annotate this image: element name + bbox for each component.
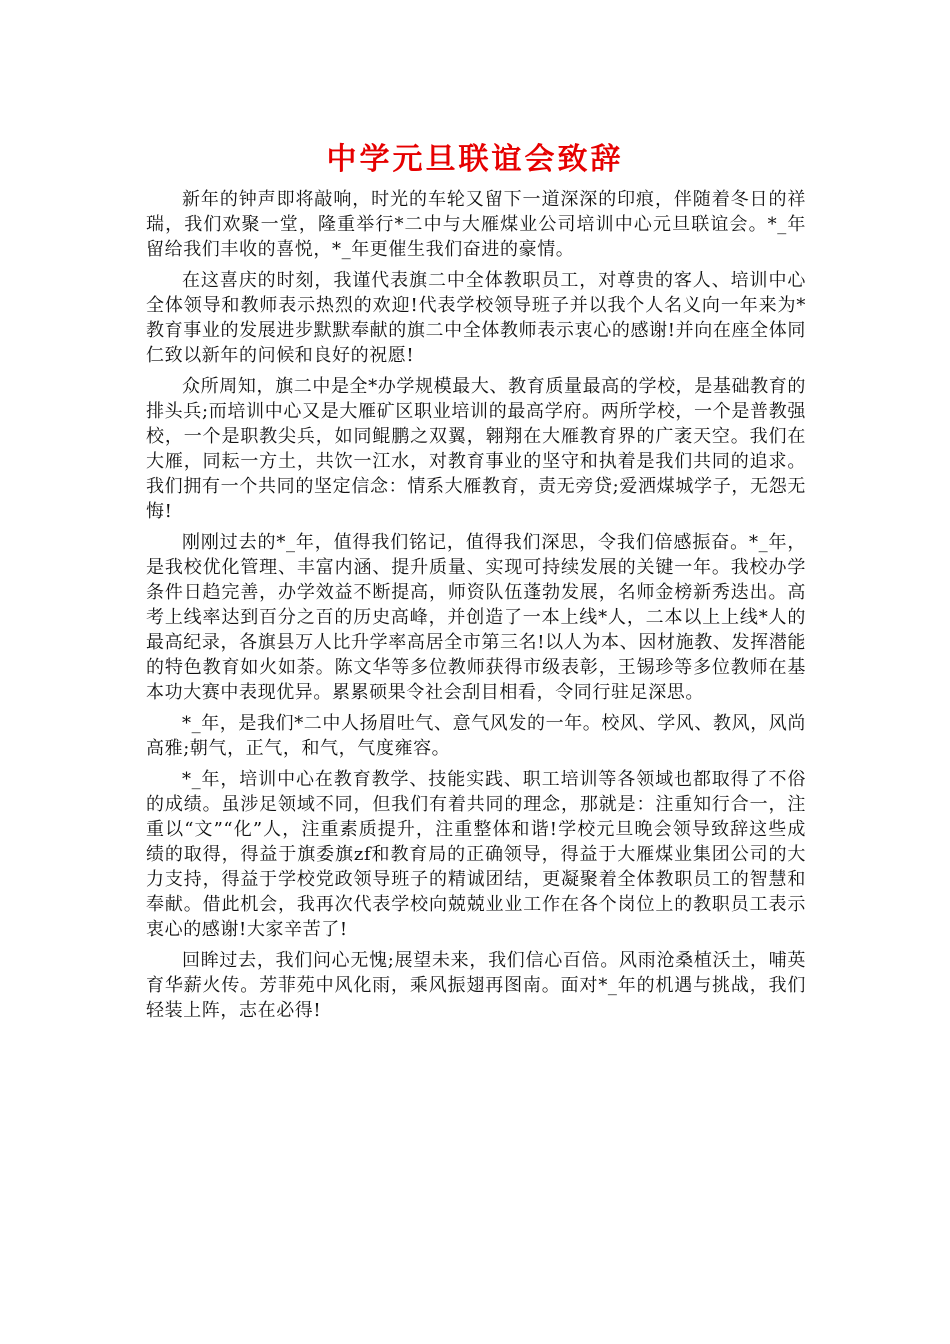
document-title: 中学元旦联谊会致辞 xyxy=(326,142,624,177)
paragraph-6: *_年，培训中心在教育教学、技能实践、职工培训等各领域也都取得了不俗的成绩。虽涉足领域不同，但我们有着共同的理念，那就是：注重知行合一，注重以“文”“化”人，注重素质提升，注重整体和谐!学校元旦晚会领导致辞这些成绩的取得，得益于旗委旗zf和教育局的正确领导，得益于大雁煤业集团公司的大力支持，得益于学校党政领导班子的精诚团结，更凝聚着全体教职员工的智慧和奉献。借此机会，我再次代表学校向兢兢业业工作在各个岗位上的教职员工表示衷心的感谢!大家辛苦了! xyxy=(146,769,806,940)
paragraph-2: 在这喜庆的时刻，我谨代表旗二中全体教职员工，对尊贵的客人、培训中心全体领导和教师表示热烈的欢迎!代表学校领导班子并以我个人名义向一年来为*教育事业的发展进步默默奉献的旗二中全体教师表示衷心的感谢!并向在座全体同仁致以新年的问候和良好的祝愿! xyxy=(146,270,806,366)
paragraph-4: 刚刚过去的*_年，值得我们铭记，值得我们深思，令我们倍感振奋。*_年，是我校优化管理、丰富内涵、提升质量、实现可持续发展的关键一年。我校办学条件日趋完善，办学效益不断提高，师资队伍蓬勃发展，名师金榜新秀迭出。高考上线率达到百分之百的历史高峰，并创造了一本上线*人，二本以上上线*人的最高纪录，各旗县万人比升学率高居全市第三名!以人为本、因材施教、发挥潜能的特色教育如火如荼。陈文华等多位教师获得市级表彰，王锡珍等多位教师在基本功大赛中表现优异。累累硕果令社会刮目相看，令同行驻足深思。 xyxy=(146,532,806,703)
document-body xyxy=(146,187,806,1029)
paragraph-1: 新年的钟声即将敲响，时光的车轮又留下一道深深的印痕，伴随着冬日的祥瑞，我们欢聚一堂，隆重举行*二中与大雁煤业公司培训中心元旦联谊会。*_年留给我们丰收的喜悦，*_年更催生我们奋进的豪情。 xyxy=(146,189,806,260)
paragraph-5: *_年，是我们*二中人扬眉吐气、意气风发的一年。校风、学风、教风，风尚高雅;朝气，正气，和气，气度雍容。 xyxy=(146,713,806,759)
paragraph-3: 众所周知，旗二中是全*办学规模最大、教育质量最高的学校，是基础教育的排头兵;而培训中心又是大雁矿区职业培训的最高学府。两所学校，一个是普教强校，一个是职教尖兵，如同鲲鹏之双翼，翱翔在大雁教育界的广袤天空。我们在大雁，同耘一方土，共饮一江水，对教育事业的坚守和执着是我们共同的追求。我们拥有一个共同的坚定信念：情系大雁教育，责无旁贷;爱洒煤城学子，无怨无悔! xyxy=(146,376,806,522)
paragraph-7: 回眸过去，我们问心无愧;展望未来，我们信心百倍。风雨沧桑植沃土，哺英育华薪火传。芳菲苑中风化雨，乘风振翅再图南。面对*_年的机遇与挑战，我们轻装上阵，志在必得! xyxy=(146,950,806,1021)
